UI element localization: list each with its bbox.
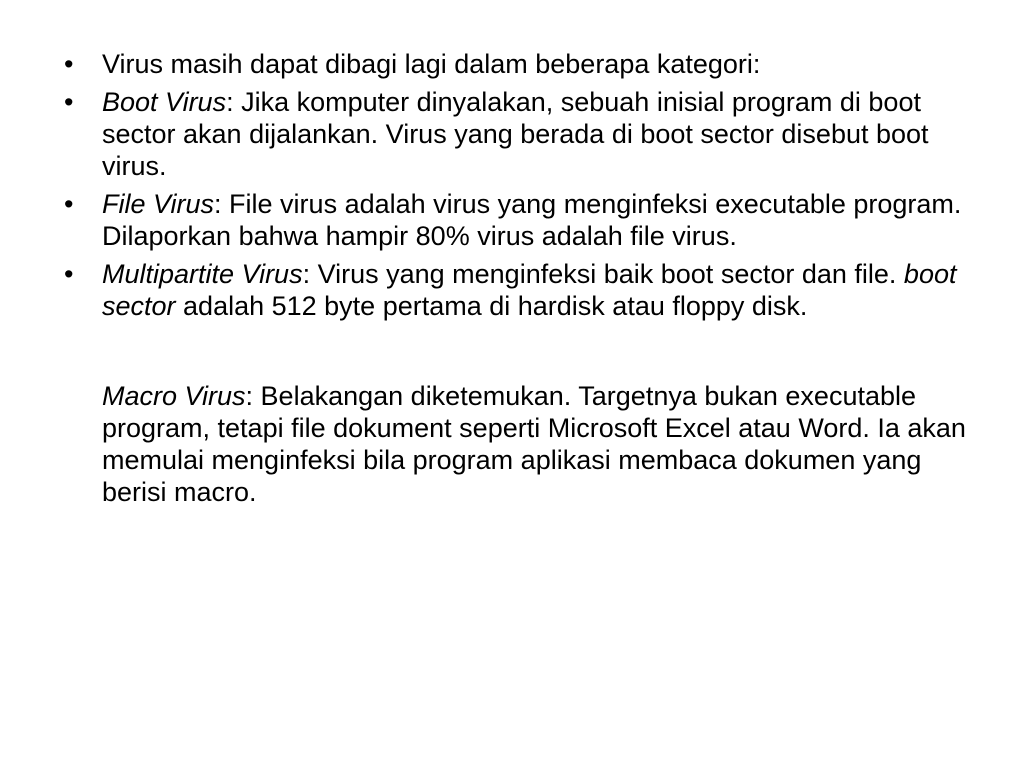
bullet-text: : Jika komputer dinyalakan, sebuah inisial program di boot sector akan dijalankan. Virus yang berada di boot sector disebut boot virus.	[102, 87, 929, 181]
term-boot-sector: boot sector	[102, 259, 957, 321]
paragraph-text: : Belakangan diketemukan. Targetnya bukan executable program, tetapi file dokument seperti Microsoft Excel atau Word. Ia akan memulai menginfeksi bila program aplikasi membaca dokumen yang berisi macro.	[102, 381, 966, 507]
bullet-text: : File virus adalah virus yang menginfeksi executable program. Dilaporkan bahwa hampir 80% virus adalah file virus.	[102, 189, 962, 251]
bullet-text: Virus masih dapat dibagi lagi dalam beberapa kategori:	[102, 49, 761, 79]
slide-content	[64, 48, 969, 508]
term-macro-virus: Macro Virus	[102, 381, 246, 411]
bullet-intro	[64, 48, 969, 80]
bullet-multipartite-virus	[64, 258, 969, 322]
paragraph-macro-virus	[64, 380, 969, 508]
bullet-text: : Virus yang menginfeksi baik boot sector dan file.	[302, 259, 904, 289]
term-boot-virus: Boot Virus	[102, 87, 227, 117]
bullet-mark: •	[64, 87, 74, 117]
bullet-mark: •	[64, 49, 74, 79]
bullet-mark: •	[64, 259, 74, 289]
spacer	[64, 328, 969, 380]
bullet-mark: •	[64, 189, 74, 219]
bullet-text-continued: adalah 512 byte pertama di hardisk atau floppy disk.	[175, 291, 808, 321]
term-file-virus: File Virus	[102, 189, 215, 219]
bullet-boot-virus	[64, 86, 969, 182]
bullet-file-virus	[64, 188, 969, 252]
term-multipartite-virus: Multipartite Virus	[102, 259, 303, 289]
